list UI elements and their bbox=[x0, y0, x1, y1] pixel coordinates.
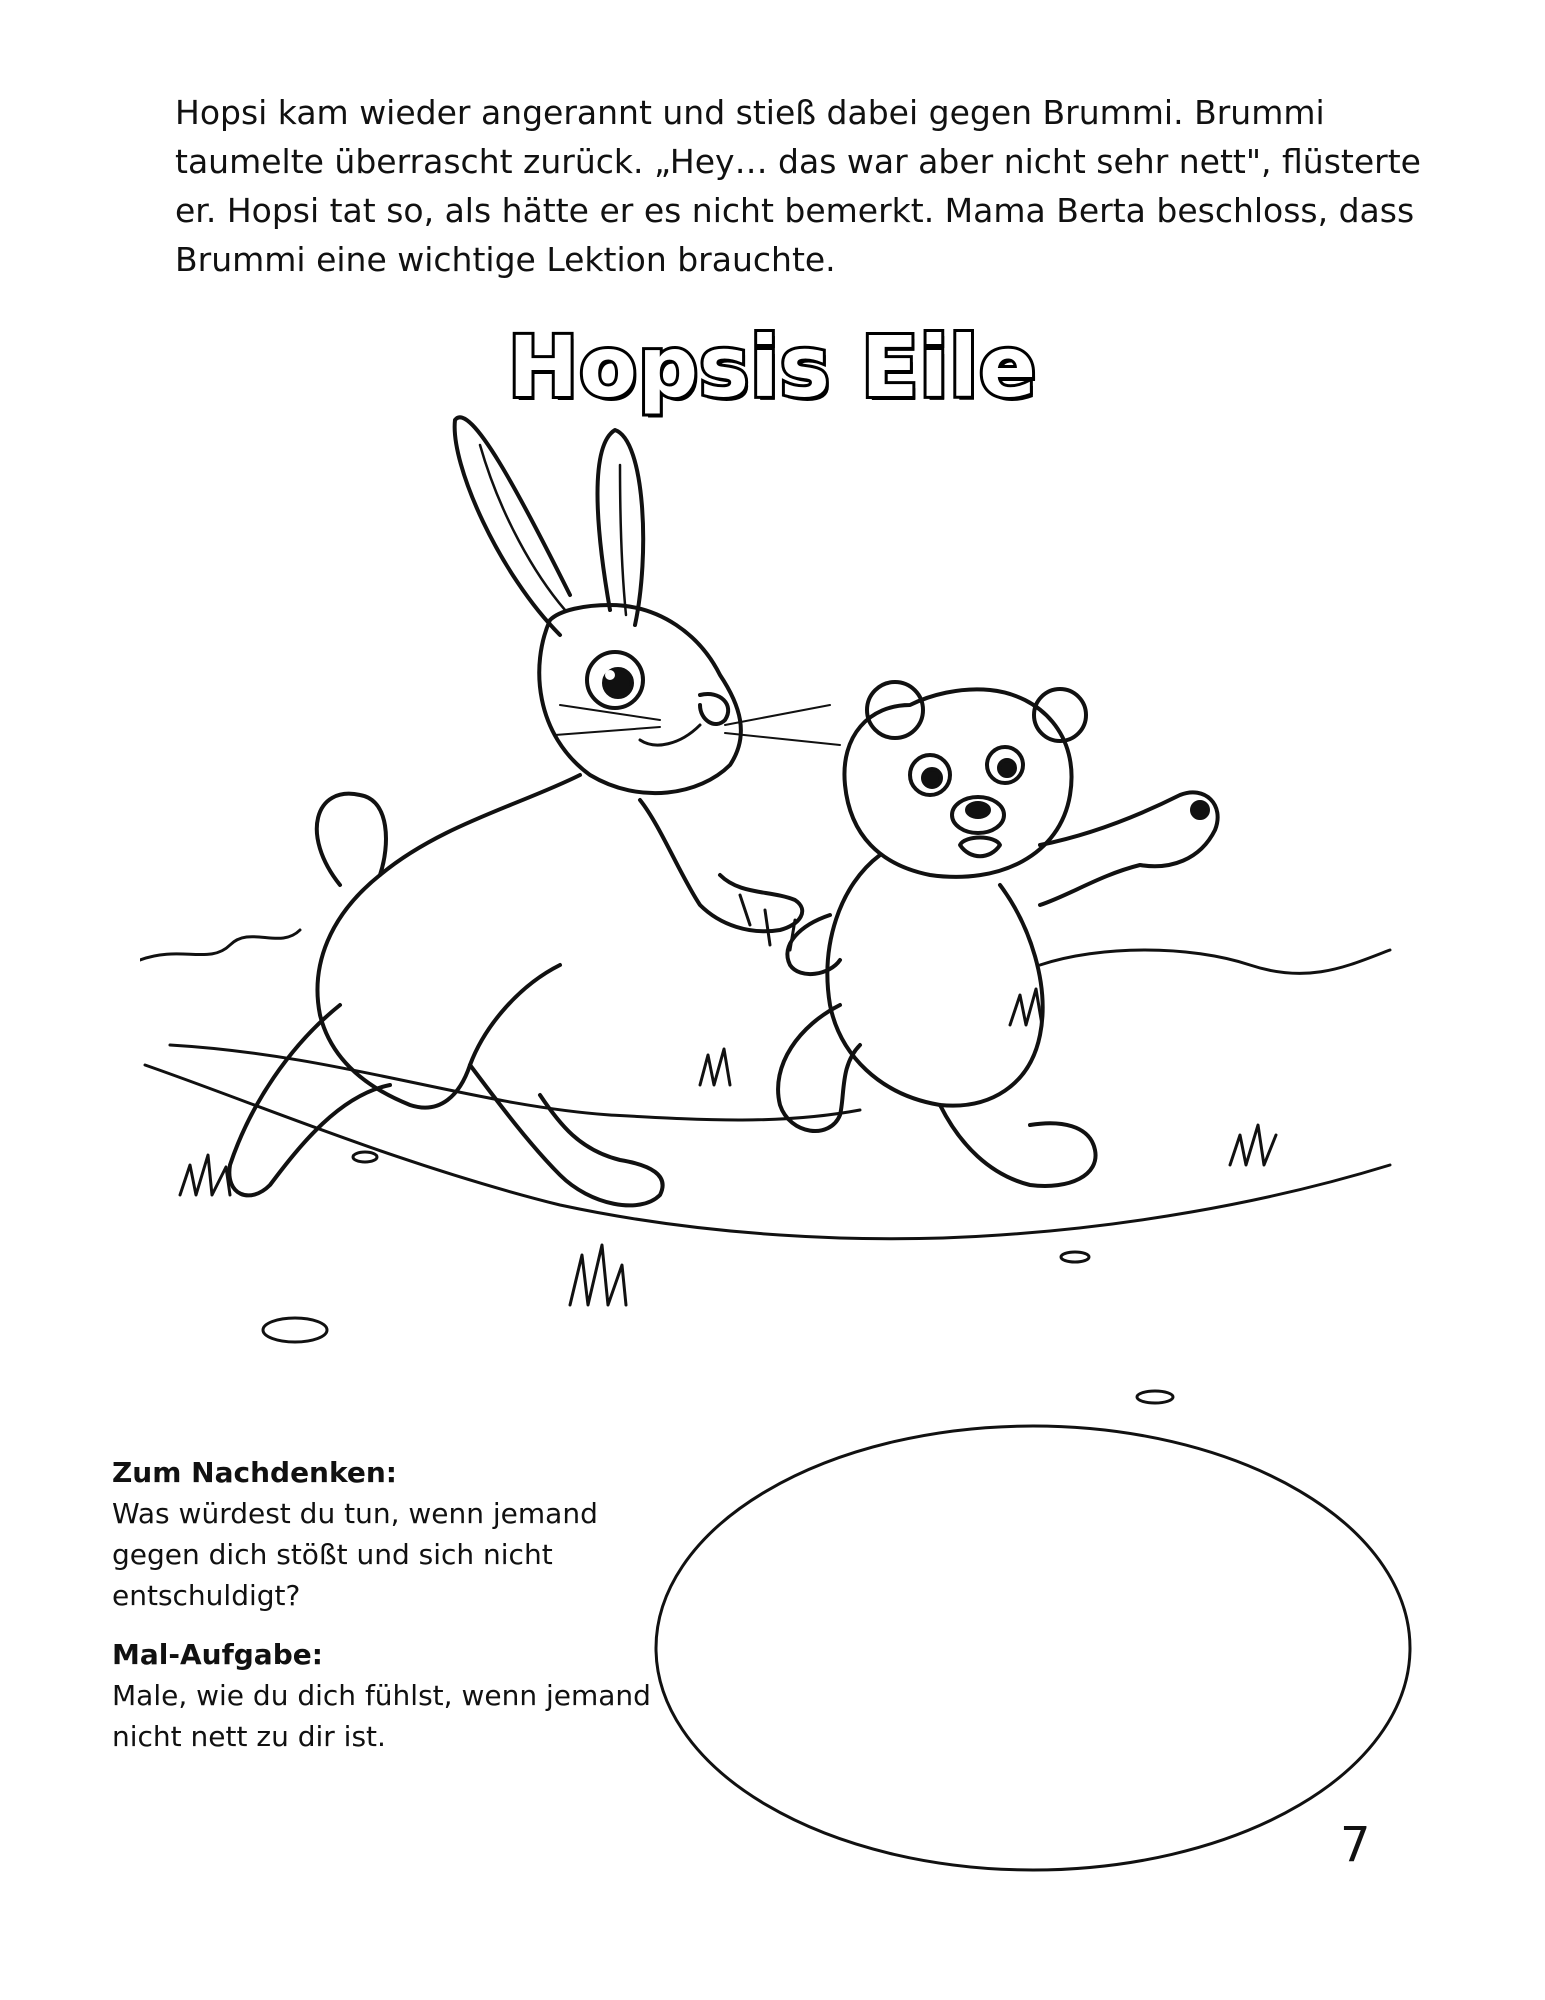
page-title: Hopsis Eile bbox=[507, 318, 1038, 416]
reflection-question: Was würdest du tun, wenn jemand gegen dich stößt und sich nicht entschuldigt? bbox=[112, 1497, 598, 1612]
task-heading: Mal-Aufgabe: bbox=[112, 1638, 323, 1671]
reflection-heading: Zum Nachdenken: bbox=[112, 1456, 397, 1489]
task-instruction: Male, wie du dich fühlst, wenn jemand nicht nett zu dir ist. bbox=[112, 1679, 651, 1753]
drawing-area-oval[interactable] bbox=[648, 1418, 1418, 1878]
rabbit-bumping-bear-icon bbox=[140, 405, 1400, 1410]
story-paragraph: Hopsi kam wieder angerannt und stieß dabei gegen Brummi. Brummi taumelte überrascht zurück. „Hey… das war aber nicht sehr nett", flüsterte er. Hopsi tat so, als hätte er es nicht bemerkt. Mama Berta beschloss, dass Brummi eine wichtige Lektion brauchte. bbox=[175, 93, 1421, 279]
page-number: 7 bbox=[1340, 1817, 1371, 1873]
reflection-section bbox=[112, 1452, 672, 1775]
